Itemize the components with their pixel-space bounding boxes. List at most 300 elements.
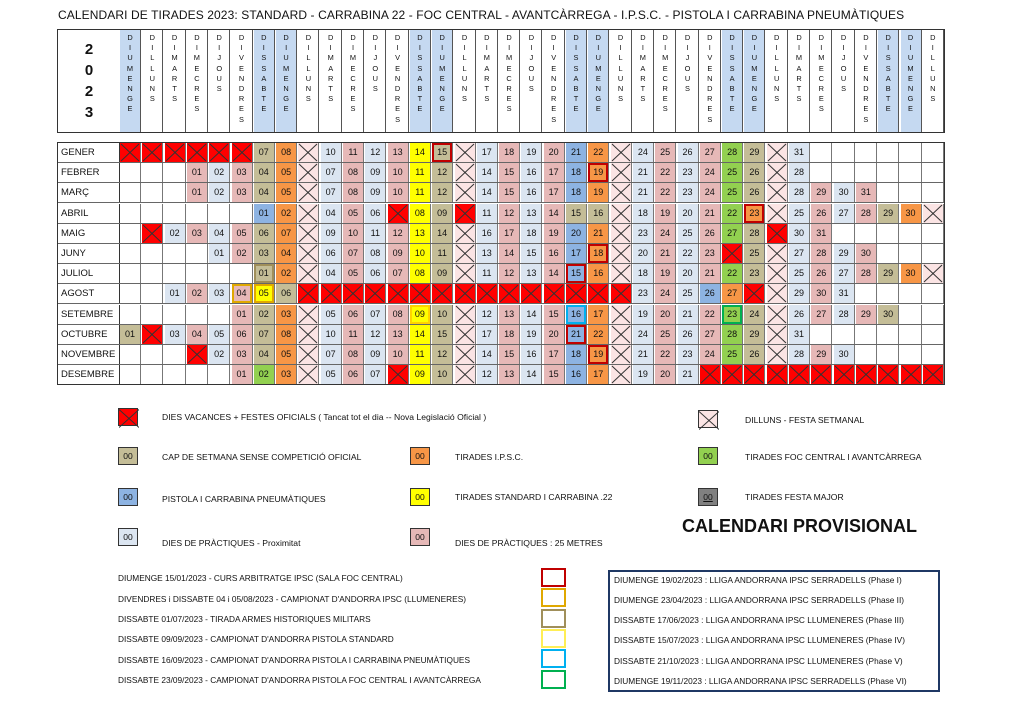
day-cell: 16 (566, 305, 587, 324)
day-cell: 24 (633, 143, 654, 162)
day-cell: 27 (722, 224, 743, 243)
day-header-letter: D (840, 33, 847, 42)
day-cell: 28 (722, 325, 743, 344)
day-header-letter: E (283, 104, 289, 114)
day-cell: 03 (232, 183, 253, 202)
day-header-letter: D (149, 33, 155, 42)
day-cell: 07 (276, 224, 297, 243)
day-header-letter: I (463, 43, 466, 53)
day-cell: 28 (744, 224, 765, 243)
event-color-box (541, 609, 566, 628)
day-cell: 15 (432, 143, 453, 162)
monday-off-cell (611, 163, 632, 182)
day-cell: 08 (343, 345, 364, 364)
day-header-letter: D (751, 33, 758, 42)
day-header-letter: D (484, 33, 490, 42)
day-header-letter: L (618, 63, 623, 73)
day-cell: 17 (544, 345, 565, 364)
day-header-letter: G (439, 94, 446, 104)
holiday-cell (388, 284, 409, 303)
day-cell: 18 (521, 224, 542, 243)
day-cell: 08 (343, 183, 364, 202)
legend-std-swatch: 00 (410, 488, 430, 506)
empty-cell (142, 284, 163, 303)
day-cell: 28 (856, 264, 877, 283)
day-cell: 03 (276, 305, 297, 324)
day-header-letter: M (439, 63, 446, 73)
day-header-letter: I (307, 43, 310, 53)
empty-cell (901, 183, 922, 202)
lliga-item: DISSABTE 15/07/2023 : LLIGA ANDORRANA IPSC LLUMENERES (Phase IV) (614, 635, 905, 645)
legend-ipsc-label: TIRADES I.P.S.C. (455, 452, 524, 462)
day-header-letter: S (350, 104, 356, 114)
monday-off-cell (767, 284, 788, 303)
day-header-letter: O (216, 63, 223, 73)
day-cell: 20 (544, 143, 565, 162)
day-cell: 22 (655, 183, 676, 202)
day-header-letter: U (751, 53, 758, 63)
day-cell: 22 (655, 163, 676, 182)
day-header-letter: D (551, 33, 557, 42)
day-cell: 27 (789, 244, 810, 263)
day-header-letter: E (239, 63, 244, 73)
day-header-letter: E (573, 104, 579, 114)
day-header-letter: A (172, 63, 178, 73)
day-header-letter: T (640, 84, 646, 94)
day-header-letter: B (417, 84, 423, 94)
day-header (923, 30, 944, 132)
day-header-letter: E (751, 73, 757, 83)
page-title: CALENDARI DE TIRADES 2023: STANDARD - CARRABINA 22 - FOC CENTRAL - AVANTCÀRREGA - I.P.S.C. - PISTOLA I CARRABINA PNEUMÀTIQUES (58, 8, 905, 22)
monday-off-cell (767, 204, 788, 223)
day-cell: 10 (388, 345, 409, 364)
empty-cell (187, 244, 208, 263)
holiday-cell (499, 284, 520, 303)
day-cell: 05 (343, 264, 364, 283)
month-name: SETEMBRE (58, 305, 120, 324)
event-item: DIVENDRES i DISSABTE 04 i 05/08/2023 - CAMPIONAT D'ANDORRA IPSC (LLUMENERES) (118, 594, 467, 604)
legend-pneu-label: PISTOLA I CARRABINA PNEUMÀTIQUES (162, 494, 326, 504)
day-cell: 28 (722, 143, 743, 162)
day-cell: 30 (789, 224, 810, 243)
day-header (789, 30, 810, 132)
day-header-letter: J (685, 53, 690, 63)
day-header-letter: R (328, 73, 334, 83)
day-cell: 10 (321, 325, 342, 344)
day-header-letter: D (640, 33, 646, 42)
empty-cell (856, 325, 877, 344)
day-cell: 11 (432, 244, 453, 263)
day-header-letter: I (218, 43, 221, 53)
event-item: DISSABTE 23/09/2023 - CAMPIONAT D'ANDORRA PISTOLA FOC CENTRAL I AVANTCÀRREGA (118, 675, 481, 685)
empty-cell (142, 163, 163, 182)
day-header (455, 30, 476, 132)
day-cell: 15 (544, 305, 565, 324)
day-header (901, 30, 922, 132)
day-cell: 03 (232, 345, 253, 364)
day-header (655, 30, 676, 132)
monday-off-cell (298, 183, 319, 202)
day-header-letter: N (439, 84, 445, 94)
day-cell: 21 (678, 305, 699, 324)
day-header-letter: J (373, 53, 378, 63)
day-header-letter: E (417, 104, 423, 114)
day-header-letter: D (261, 33, 267, 42)
day-cell: 27 (700, 325, 721, 344)
day-header-letter: S (239, 114, 244, 124)
day-cell: 18 (499, 143, 520, 162)
day-header-letter: L (462, 63, 467, 73)
day-cell: 18 (566, 345, 587, 364)
day-cell: 18 (633, 264, 654, 283)
day-cell: 15 (521, 244, 542, 263)
day-header (477, 30, 498, 132)
day-header-letter: A (484, 63, 490, 73)
day-header-letter: R (707, 94, 713, 104)
day-header (187, 30, 208, 132)
day-header-letter: U (149, 73, 155, 83)
holiday-cell (521, 284, 542, 303)
day-cell: 18 (499, 325, 520, 344)
day-header (254, 30, 275, 132)
month-row (58, 345, 944, 365)
day-header-letter: A (796, 63, 802, 73)
month-row (58, 204, 944, 224)
day-header-letter: D (194, 33, 200, 42)
day-header-letter: R (171, 73, 178, 83)
day-header-letter: C (662, 73, 668, 83)
day-header-letter: D (171, 33, 178, 42)
day-cell: 13 (499, 305, 520, 324)
day-cell: 03 (254, 244, 275, 263)
empty-cell (878, 143, 899, 162)
holiday-cell (365, 284, 386, 303)
holiday-cell (923, 365, 944, 384)
day-cell: 07 (254, 325, 275, 344)
legend-prox-label: DIES DE PRÀCTIQUES - Proximitat (162, 538, 301, 548)
day-cell: 04 (254, 163, 275, 182)
day-cell: 06 (321, 244, 342, 263)
day-cell: 26 (700, 224, 721, 243)
day-header-letter: I (619, 43, 622, 53)
month-row (58, 325, 944, 345)
day-header-letter: N (751, 84, 758, 94)
day-header-letter: I (864, 43, 867, 53)
day-cell: 28 (789, 163, 810, 182)
day-header (878, 30, 899, 132)
day-header-letter: B (729, 84, 735, 94)
day-header-letter: M (639, 53, 646, 63)
day-cell: 09 (432, 264, 453, 283)
legend-major-label: TIRADES FESTA MAJOR (745, 492, 844, 502)
monday-off-cell (298, 204, 319, 223)
day-header-letter: S (462, 94, 467, 104)
day-header-letter: D (551, 84, 557, 94)
day-header-letter: I (240, 43, 243, 53)
holiday-cell (187, 143, 208, 162)
empty-cell (187, 305, 208, 324)
day-header-letter: S (885, 63, 891, 73)
empty-cell (232, 264, 253, 283)
empty-cell (120, 224, 141, 243)
day-header-letter: C (350, 73, 356, 83)
day-cell: 13 (410, 224, 431, 243)
day-cell: 05 (321, 305, 342, 324)
day-cell: 22 (588, 325, 609, 344)
day-cell: 24 (744, 305, 765, 324)
day-header (678, 30, 699, 132)
day-header-letter: I (151, 43, 154, 53)
day-header-letter: D (707, 84, 713, 94)
day-header-letter: S (484, 94, 490, 104)
day-cell: 10 (321, 143, 342, 162)
day-header-letter: A (261, 73, 267, 83)
day-cell: 17 (477, 143, 498, 162)
lliga-item: DISSABTE 21/10/2023 : LLIGA ANDORRANA IPSC LLUMENERES (Phase V) (614, 656, 903, 666)
day-header (165, 30, 186, 132)
day-header (566, 30, 587, 132)
day-header-letter: U (617, 73, 624, 83)
empty-cell (834, 325, 855, 344)
holiday-cell (901, 365, 922, 384)
empty-cell (142, 204, 163, 223)
monday-off-cell (455, 143, 476, 162)
day-cell: 03 (276, 365, 297, 384)
day-header-letter: V (863, 53, 869, 63)
day-cell: 23 (678, 183, 699, 202)
month-name: MAIG (58, 224, 120, 243)
day-header-letter: M (751, 63, 758, 73)
day-header-letter: E (395, 63, 401, 73)
day-cell: 07 (254, 143, 275, 162)
day-cell: 01 (187, 183, 208, 202)
day-header-letter: I (329, 43, 332, 53)
day-header-letter: N (617, 84, 624, 94)
day-cell: 15 (499, 183, 520, 202)
day-header-letter: N (394, 73, 401, 83)
day-header-letter: S (729, 53, 735, 63)
day-cell: 30 (834, 345, 855, 364)
month-name: JUNY (58, 244, 120, 263)
day-cell: 09 (321, 224, 342, 243)
day-header-letter: I (374, 43, 377, 53)
day-header-letter: I (441, 43, 444, 53)
day-cell: 02 (209, 163, 230, 182)
day-header-letter: N (863, 73, 869, 83)
empty-cell (187, 264, 208, 283)
day-cell: 21 (633, 183, 654, 202)
empty-cell (923, 244, 944, 263)
day-cell: 01 (254, 204, 275, 223)
holiday-cell (165, 143, 186, 162)
day-header-letter: D (394, 33, 401, 42)
day-cell: 13 (477, 244, 498, 263)
day-header-letter: A (729, 73, 735, 83)
monday-off-cell (455, 163, 476, 182)
day-header-letter: S (818, 104, 824, 114)
day-cell: 23 (722, 305, 743, 324)
day-cell: 29 (744, 143, 765, 162)
day-header-letter: I (262, 43, 265, 53)
day-cell: 20 (655, 305, 676, 324)
day-cell: 28 (789, 345, 810, 364)
day-header (744, 30, 765, 132)
day-header-letter: D (907, 33, 914, 42)
day-header-letter: R (194, 84, 200, 94)
day-header-letter: S (216, 84, 222, 94)
day-cell: 16 (566, 365, 587, 384)
day-cell: 21 (566, 143, 587, 162)
day-header (298, 30, 319, 132)
holiday-cell (142, 143, 163, 162)
day-cell: 14 (544, 204, 565, 223)
day-cell: 19 (655, 204, 676, 223)
day-cell: 21 (655, 244, 676, 263)
day-header-letter: D (216, 33, 222, 42)
day-cell: 08 (276, 325, 297, 344)
day-cell: 30 (834, 183, 855, 202)
day-cell: 11 (410, 345, 431, 364)
calendar-header (57, 29, 945, 133)
day-header-letter: R (662, 84, 668, 94)
day-cell: 02 (254, 305, 275, 324)
holiday-cell (767, 224, 788, 243)
legend-cap-label: CAP DE SETMANA SENSE COMPETICIÓ OFICIAL (162, 452, 362, 462)
day-cell: 16 (521, 163, 542, 182)
day-header-letter: U (439, 53, 445, 63)
day-header-letter: J (841, 53, 846, 63)
holiday-cell (209, 143, 230, 162)
day-cell: 17 (544, 183, 565, 202)
day-header-letter: M (171, 53, 178, 63)
empty-cell (878, 244, 899, 263)
day-cell: 25 (789, 204, 810, 223)
day-cell: 13 (521, 264, 542, 283)
empty-cell (209, 204, 230, 223)
day-cell: 19 (655, 264, 676, 283)
holiday-cell (722, 244, 743, 263)
day-header-letter: N (930, 84, 936, 94)
monday-off-cell (923, 264, 944, 283)
empty-cell (811, 143, 832, 162)
day-header-letter: I (396, 43, 399, 53)
day-header-letter: T (796, 84, 802, 94)
day-header-letter: L (306, 63, 311, 73)
year-digit: 2 (84, 83, 94, 100)
day-header-letter: I (775, 43, 778, 53)
day-header-letter: L (930, 53, 935, 63)
day-cell: 20 (678, 204, 699, 223)
empty-cell (901, 345, 922, 364)
day-cell: 23 (700, 244, 721, 263)
day-header-letter: R (238, 94, 245, 104)
day-cell: 02 (276, 264, 297, 283)
day-header-letter: N (907, 84, 914, 94)
month-name: FEBRER (58, 163, 120, 182)
day-cell: 10 (410, 244, 431, 263)
monday-off-cell (611, 204, 632, 223)
monday-off-cell (611, 224, 632, 243)
day-header-letter: N (238, 73, 245, 83)
month-row (58, 305, 944, 325)
day-header-letter: M (662, 53, 669, 63)
legend-vacances-swatch (118, 408, 138, 426)
empty-cell (923, 143, 944, 162)
day-cell: 09 (410, 305, 431, 324)
day-cell: 28 (789, 183, 810, 202)
day-header-letter: E (818, 63, 824, 73)
day-cell: 29 (878, 264, 899, 283)
day-header-letter: E (551, 63, 557, 73)
day-cell: 20 (678, 264, 699, 283)
day-header-letter: S (261, 53, 267, 63)
day-header (232, 30, 253, 132)
day-cell: 22 (722, 264, 743, 283)
day-cell: 16 (477, 224, 498, 243)
monday-off-cell (767, 163, 788, 182)
empty-cell (165, 345, 186, 364)
empty-cell (120, 345, 141, 364)
empty-cell (209, 365, 230, 384)
empty-cell (901, 224, 922, 243)
day-cell: 25 (678, 284, 699, 303)
monday-off-cell (455, 244, 476, 263)
day-header (611, 30, 632, 132)
day-header-letter: G (751, 94, 758, 104)
monday-off-cell (455, 183, 476, 202)
day-cell: 27 (811, 305, 832, 324)
empty-cell (142, 264, 163, 283)
day-header-letter: S (528, 84, 534, 94)
empty-cell (187, 204, 208, 223)
day-cell: 09 (365, 163, 386, 182)
day-cell: 26 (700, 284, 721, 303)
holiday-cell (477, 284, 498, 303)
month-name: NOVEMBRE (58, 345, 120, 364)
day-header-letter: D (461, 33, 468, 42)
day-header-letter: E (751, 104, 757, 114)
day-cell: 19 (588, 345, 609, 364)
empty-cell (165, 305, 186, 324)
day-cell: 11 (343, 325, 364, 344)
monday-off-cell (455, 264, 476, 283)
day-cell: 05 (232, 224, 253, 243)
empty-cell (834, 163, 855, 182)
day-cell: 14 (499, 244, 520, 263)
holiday-cell (722, 365, 743, 384)
holiday-cell (142, 325, 163, 344)
day-cell: 02 (165, 224, 186, 243)
day-cell: 29 (811, 345, 832, 364)
day-cell: 19 (521, 143, 542, 162)
day-header-letter: N (305, 84, 312, 94)
day-header-letter: M (126, 63, 134, 73)
empty-cell (878, 224, 899, 243)
day-header-letter: I (664, 43, 667, 53)
event-color-box (541, 588, 566, 607)
legend-pneu-swatch: 00 (118, 488, 138, 506)
day-header-letter: T (172, 84, 177, 94)
holiday-cell (789, 365, 810, 384)
day-cell: 15 (544, 365, 565, 384)
empty-cell (120, 264, 141, 283)
monday-off-cell (298, 143, 319, 162)
empty-cell (856, 224, 877, 243)
day-cell: 01 (209, 244, 230, 263)
day-cell: 01 (187, 163, 208, 182)
day-header (811, 30, 832, 132)
day-header-letter: R (640, 73, 646, 83)
